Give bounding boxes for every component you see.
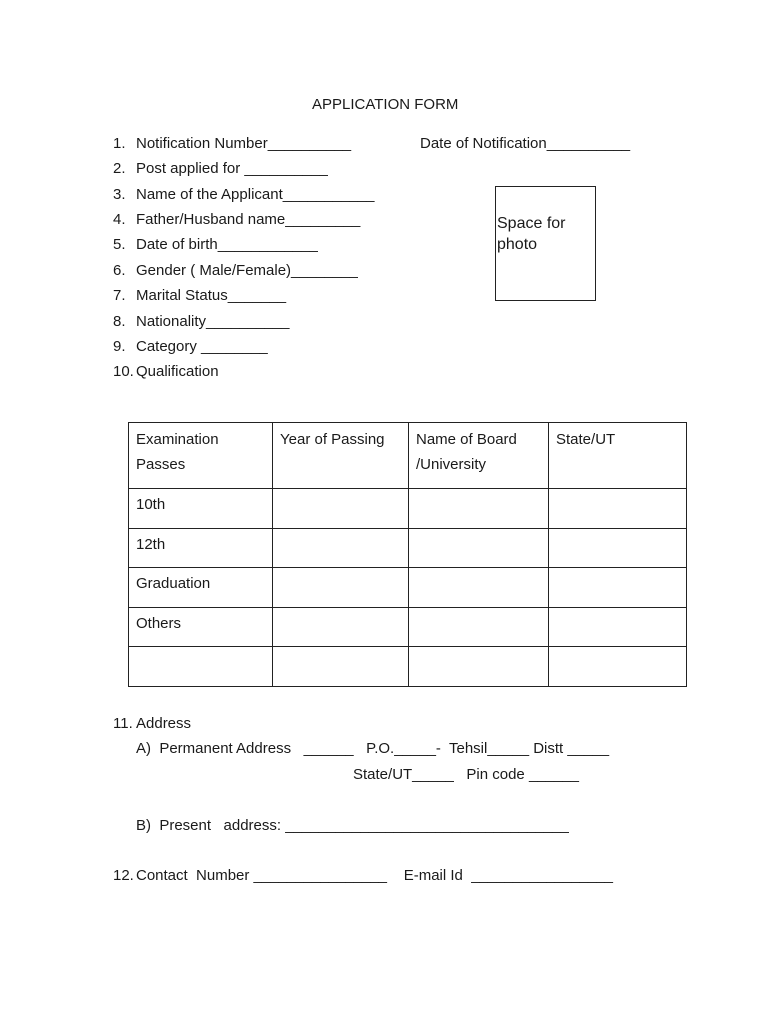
field-number: 12. — [113, 867, 134, 884]
field-number: 1. — [113, 135, 126, 152]
table-cell — [409, 607, 549, 647]
header-year-of-passing: Year of Passing — [273, 423, 409, 489]
table-cell: Graduation — [129, 568, 273, 608]
table-cell — [273, 489, 409, 529]
contact-line: Contact Number ________________ E-mail Id _________________ — [136, 867, 614, 884]
field-number: 9. — [113, 338, 126, 355]
table-cell — [273, 568, 409, 608]
table-row — [129, 568, 687, 608]
field-number: 6. — [113, 262, 126, 279]
address-label: Address — [136, 715, 192, 732]
table-cell: 10th — [129, 489, 273, 529]
table-header-row — [129, 423, 687, 489]
table-cell — [549, 568, 687, 608]
field-notification-number: Notification Number__________ — [136, 135, 352, 152]
table-cell — [409, 568, 549, 608]
table-row — [129, 607, 687, 647]
field-number: 2. — [113, 160, 126, 177]
table-cell: 12th — [129, 528, 273, 568]
field-marital-status: Marital Status_______ — [136, 287, 287, 304]
table-cell — [549, 489, 687, 529]
field-number: 11. — [113, 715, 133, 732]
permanent-address-line2: State/UT_____ Pin code ______ — [353, 766, 579, 783]
qualification-table — [128, 422, 687, 687]
field-father-husband-name: Father/Husband name_________ — [136, 211, 361, 228]
table-cell — [409, 489, 549, 529]
date-of-notification: Date of Notification__________ — [420, 135, 631, 152]
table-cell — [549, 647, 687, 687]
table-cell: Others — [129, 607, 273, 647]
header-state-ut: State/UT — [549, 423, 687, 489]
table-cell — [409, 647, 549, 687]
field-number: 4. — [113, 211, 126, 228]
table-row — [129, 489, 687, 529]
table-cell — [129, 647, 273, 687]
field-qualification: Qualification — [136, 363, 219, 380]
field-gender: Gender ( Male/Female)________ — [136, 262, 358, 279]
field-number: 5. — [113, 236, 126, 253]
field-applicant-name: Name of the Applicant___________ — [136, 186, 375, 203]
photo-box — [495, 186, 596, 301]
field-number: 3. — [113, 186, 126, 203]
table-cell — [273, 647, 409, 687]
field-date-of-birth: Date of birth____________ — [136, 236, 318, 253]
table-cell — [273, 528, 409, 568]
present-address: B) Present address: __________________________________ — [136, 817, 569, 834]
field-number: 8. — [113, 313, 126, 330]
photo-box-label: Space for photo — [497, 215, 566, 253]
field-number: 7. — [113, 287, 126, 304]
permanent-address-line1: A) Permanent Address ______ P.O._____- Tehsil_____ Distt _____ — [136, 740, 610, 757]
table-row — [129, 528, 687, 568]
table-cell — [549, 528, 687, 568]
table-cell — [549, 607, 687, 647]
form-title: APPLICATION FORM — [312, 96, 459, 113]
header-board-university: Name of Board /University — [409, 423, 549, 489]
field-number: 10. — [113, 363, 134, 380]
field-post-applied: Post applied for __________ — [136, 160, 328, 177]
table-cell — [409, 528, 549, 568]
table-row — [129, 647, 687, 687]
field-category: Category ________ — [136, 338, 268, 355]
field-nationality: Nationality__________ — [136, 313, 290, 330]
table-cell — [273, 607, 409, 647]
header-examination-passes: Examination Passes — [129, 423, 273, 489]
